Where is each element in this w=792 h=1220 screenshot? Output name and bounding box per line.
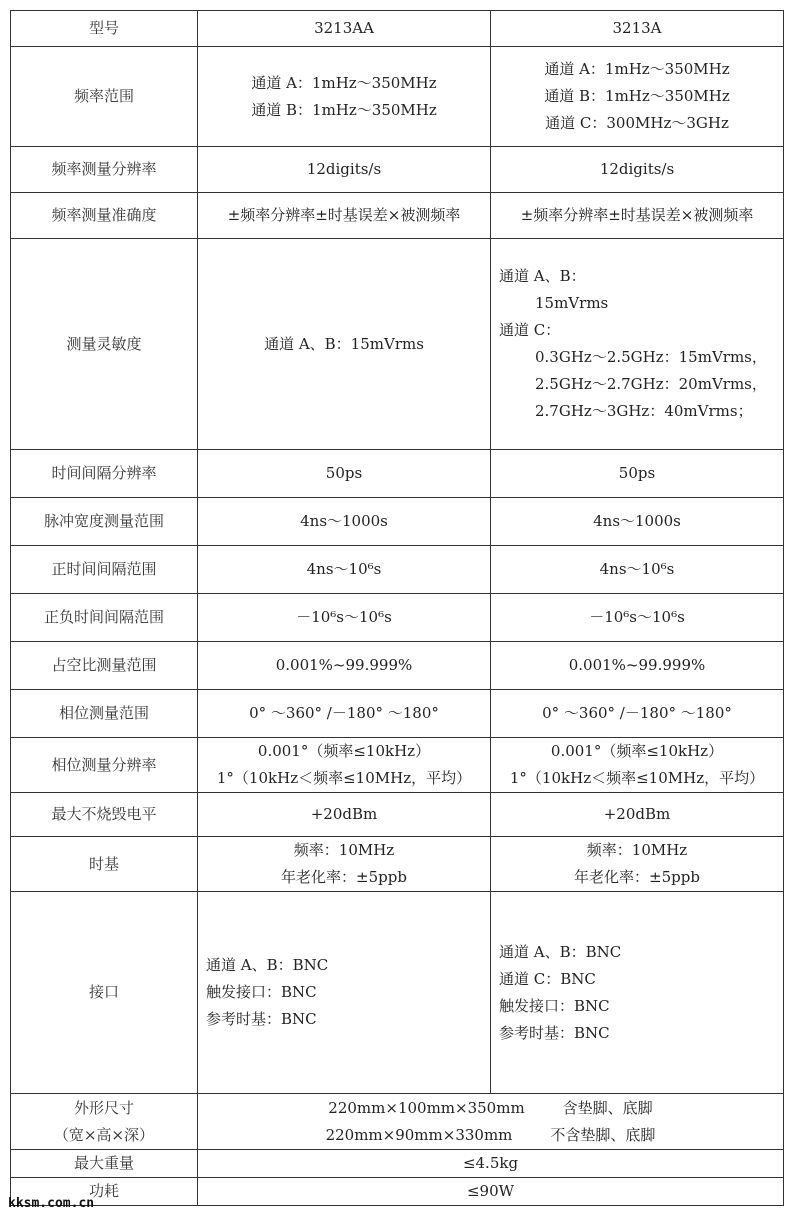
- watermark: kksm.com.cn: [8, 1196, 95, 1211]
- row-label: 相位测量分辨率: [11, 738, 198, 793]
- value-3213a: [491, 892, 784, 1094]
- value-3213aa: [198, 837, 491, 892]
- value-line: 0° ～360° /－180° ～180°: [249, 704, 439, 722]
- value-3213aa: [198, 498, 491, 546]
- value-line: 通道 C：300MHz～3GHz: [545, 114, 729, 132]
- power-value: ≤90W: [198, 1178, 784, 1206]
- value-line: 通道 A、B：BNC: [206, 956, 329, 974]
- value-line: 50ps: [325, 464, 363, 482]
- label-line: （宽×高×深）: [53, 1125, 155, 1144]
- value-line: 0.3GHz～2.5GHz：15mVrms，: [535, 348, 767, 366]
- value-3213aa: [198, 642, 491, 690]
- power-label: 功耗: [11, 1178, 198, 1206]
- value-line: 4ns～1000s: [593, 512, 681, 530]
- table-row: [11, 147, 784, 193]
- row-label: 接口: [11, 892, 198, 1094]
- dimensions-row: [11, 1094, 784, 1150]
- value-3213aa: [198, 239, 491, 450]
- dimension-line: [206, 1122, 775, 1149]
- value-line: 通道 B：1mHz～350MHz: [544, 87, 730, 105]
- row-label: 频率测量分辨率: [11, 147, 198, 193]
- value-line: 0.001°（频率≤10kHz）: [257, 742, 431, 760]
- value-line: 0.001°（频率≤10kHz）: [550, 742, 724, 760]
- table-row: [11, 738, 784, 793]
- value-3213a: [491, 498, 784, 546]
- value-line: 通道 A：1mHz～350MHz: [544, 60, 730, 78]
- value-line: 参考时基：BNC: [206, 1010, 317, 1028]
- value-3213aa: [198, 892, 491, 1094]
- value-line: 通道 A、B：BNC: [499, 942, 622, 961]
- value-line: 年老化率：±5ppb: [281, 868, 407, 886]
- value-3213a: [491, 594, 784, 642]
- value-3213aa: [198, 738, 491, 793]
- value-3213aa: [198, 690, 491, 738]
- value-line: 12digits/s: [599, 160, 675, 178]
- value-line: 通道 C：BNC: [499, 969, 596, 988]
- value-line: +20dBm: [310, 805, 378, 823]
- value-line: 频率：10MHz: [586, 841, 688, 859]
- value-3213a: [491, 642, 784, 690]
- value-3213a: [491, 690, 784, 738]
- dimensions-value: [198, 1094, 784, 1150]
- label-line: 外形尺寸: [73, 1098, 134, 1117]
- value-line: 触发接口：BNC: [499, 996, 610, 1015]
- value-line: 0.001%~99.999%: [568, 656, 706, 674]
- row-label: 时基: [11, 837, 198, 892]
- value-line: 参考时基：BNC: [499, 1023, 610, 1042]
- row-label: 时间间隔分辨率: [11, 450, 198, 498]
- value-3213aa: [198, 546, 491, 594]
- value-3213a: [491, 546, 784, 594]
- row-label: 测量灵敏度: [11, 239, 198, 450]
- value-line: 0° ～360° /－180° ～180°: [542, 704, 732, 722]
- table-row: [11, 892, 784, 1094]
- table-row: [11, 793, 784, 837]
- value-3213a: [491, 837, 784, 892]
- header-row: [11, 11, 784, 47]
- table-row: [11, 450, 784, 498]
- table-row: [11, 546, 784, 594]
- row-label: 频率测量准确度: [11, 193, 198, 239]
- row-label: 正时间间隔范围: [11, 546, 198, 594]
- row-label: 正负时间间隔范围: [11, 594, 198, 642]
- value-3213aa: [198, 594, 491, 642]
- value-line: 12digits/s: [306, 160, 382, 178]
- spec-table: [10, 10, 784, 1206]
- dimensions-label: [11, 1094, 198, 1150]
- value-line: +20dBm: [603, 805, 671, 823]
- weight-label: 最大重量: [11, 1150, 198, 1178]
- value-line: 通道 A、B：15mVrms: [264, 334, 424, 353]
- value-3213a: [491, 239, 784, 450]
- value-line: 通道 A、B：: [499, 267, 586, 285]
- weight-value: ≤4.5kg: [198, 1150, 784, 1178]
- power-row: [11, 1178, 784, 1206]
- value-line: －10⁶s～10⁶s: [589, 608, 685, 626]
- row-label: 频率范围: [11, 47, 198, 147]
- value-line: ±频率分辨率±时基误差×被测频率: [520, 206, 754, 224]
- value-3213aa: [198, 450, 491, 498]
- value-3213aa: [198, 47, 491, 147]
- value-3213aa: [198, 147, 491, 193]
- table-row: [11, 642, 784, 690]
- value-3213a: [491, 793, 784, 837]
- row-label: 最大不烧毁电平: [11, 793, 198, 837]
- row-label: 占空比测量范围: [11, 642, 198, 690]
- dimension-note: 含垫脚、底脚: [562, 1098, 653, 1117]
- table-row: [11, 837, 784, 892]
- dimension-size: 220mm×90mm×330mm: [325, 1125, 513, 1144]
- header-3213aa: 3213AA: [198, 11, 491, 47]
- header-model-label: 型号: [11, 11, 198, 47]
- value-line: 15mVrms: [535, 294, 609, 312]
- value-line: ±频率分辨率±时基误差×被测频率: [227, 206, 461, 224]
- value-line: 1°（10kHz＜频率≤10MHz，平均）: [216, 769, 472, 787]
- table-row: [11, 193, 784, 239]
- value-line: 4ns～10⁶s: [306, 560, 382, 578]
- value-3213a: [491, 147, 784, 193]
- value-line: 年老化率：±5ppb: [574, 868, 700, 886]
- table-row: [11, 47, 784, 147]
- value-line: 频率：10MHz: [293, 841, 395, 859]
- value-3213a: [491, 47, 784, 147]
- dimension-size: 220mm×100mm×350mm: [328, 1098, 525, 1117]
- value-line: 50ps: [618, 464, 656, 482]
- value-3213a: [491, 193, 784, 239]
- header-3213a: 3213A: [491, 11, 784, 47]
- value-line: 通道 A：1mHz～350MHz: [251, 73, 437, 92]
- value-line: 通道 B：1mHz～350MHz: [251, 100, 437, 119]
- dimension-note: 不含垫脚、底脚: [550, 1125, 656, 1144]
- value-line: 2.5GHz～2.7GHz：20mVrms，: [535, 375, 767, 393]
- value-line: －10⁶s～10⁶s: [296, 608, 392, 626]
- value-line: 2.7GHz～3GHz：40mVrms；: [535, 402, 753, 420]
- value-3213aa: [198, 193, 491, 239]
- weight-row: [11, 1150, 784, 1178]
- table-row: [11, 239, 784, 450]
- dimension-line: [206, 1095, 775, 1122]
- value-3213a: [491, 738, 784, 793]
- value-line: 触发接口：BNC: [206, 983, 317, 1001]
- value-line: 通道 C：: [499, 321, 561, 339]
- row-label: 相位测量范围: [11, 690, 198, 738]
- table-row: [11, 498, 784, 546]
- row-label: 脉冲宽度测量范围: [11, 498, 198, 546]
- value-line: 4ns～10⁶s: [599, 560, 675, 578]
- table-row: [11, 690, 784, 738]
- value-3213aa: [198, 793, 491, 837]
- value-line: 4ns～1000s: [300, 512, 388, 530]
- value-3213a: [491, 450, 784, 498]
- table-row: [11, 594, 784, 642]
- value-line: 0.001%~99.999%: [275, 656, 413, 674]
- value-line: 1°（10kHz＜频率≤10MHz，平均）: [509, 769, 765, 787]
